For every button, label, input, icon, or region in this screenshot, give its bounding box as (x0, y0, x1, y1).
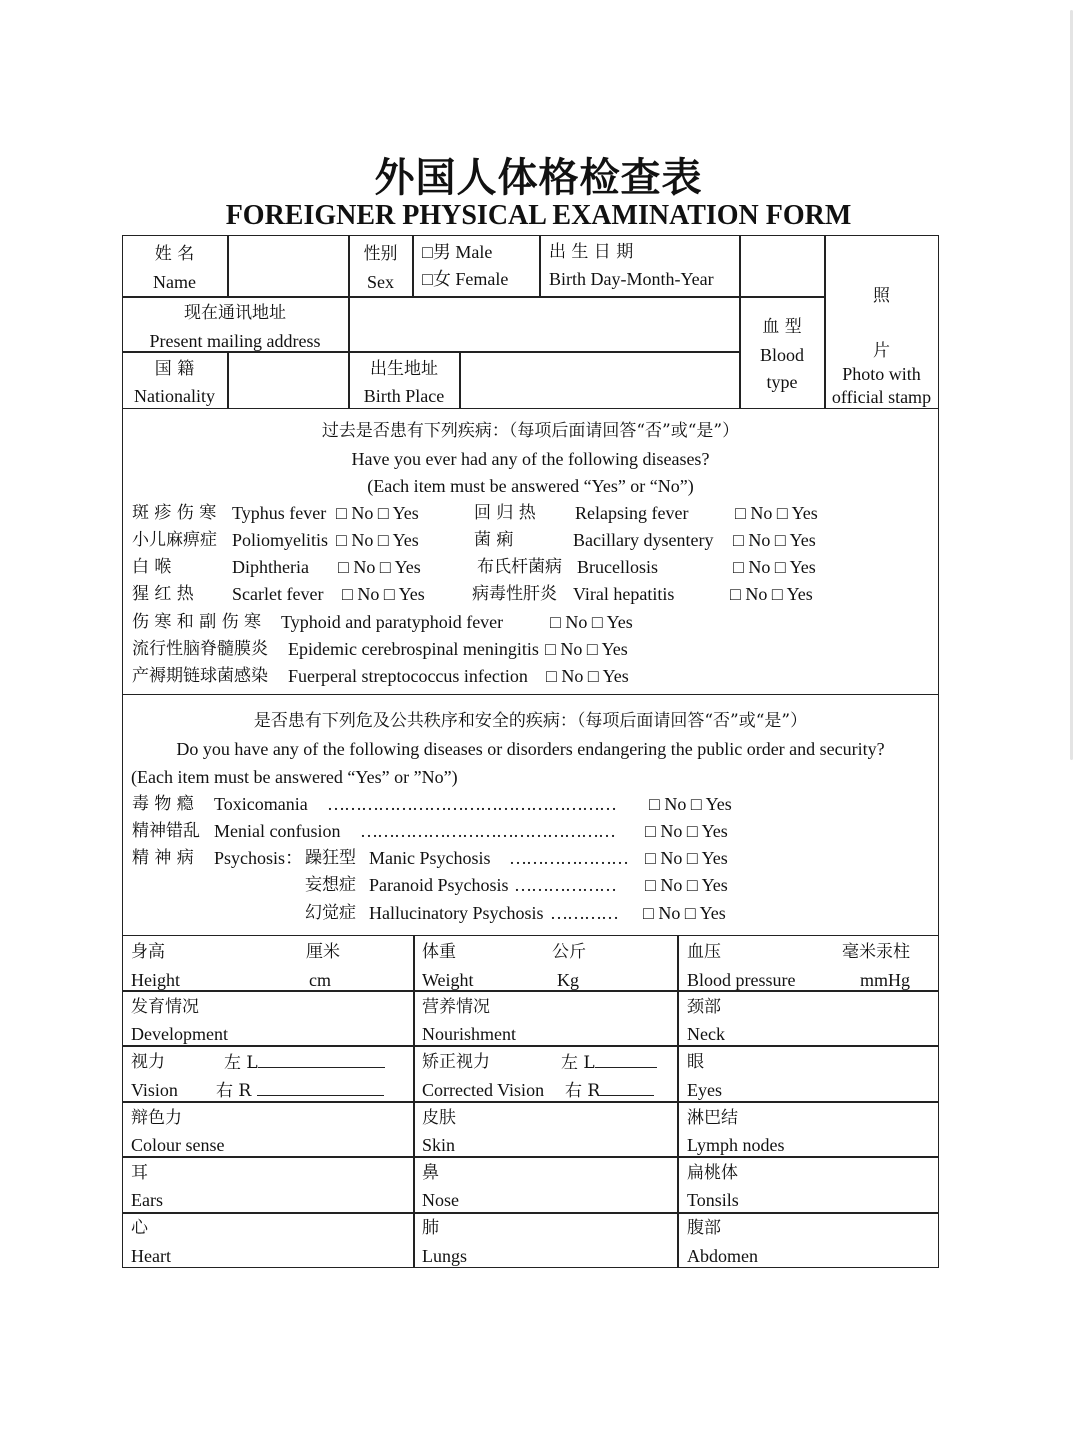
exam-label-cn: 发育情况 (131, 997, 199, 1017)
disease-name-cn: 布氏杆菌病 (477, 557, 562, 577)
exam-label-cn: 腹部 (687, 1218, 721, 1238)
exam-label: Tonsils (687, 1190, 739, 1210)
disease-name: Typhus fever (232, 503, 327, 523)
disorder-type: Hallucinatory Psychosis (369, 903, 544, 923)
nationality-label-cn: 国 籍 (154, 359, 195, 379)
photo-label-1: Photo with (842, 364, 921, 384)
exam-label: Colour sense (131, 1135, 225, 1155)
photo-label-cn-1: 照 (873, 286, 890, 306)
exam-label: Development (131, 1024, 228, 1044)
yes-no-checkboxes[interactable]: □ No □ Yes (336, 530, 419, 550)
yes-no-checkboxes[interactable]: □ No □ Yes (336, 503, 419, 523)
yes-no-checkboxes[interactable]: □ No □ Yes (649, 794, 732, 814)
exam-label-cn: 视力 (131, 1052, 165, 1072)
disease-name-cn: 斑 疹 伤 寒 (132, 503, 217, 523)
exam-label: Lungs (422, 1246, 467, 1266)
female-checkbox[interactable]: □女 Female (422, 269, 509, 289)
exam-label-cn: 皮肤 (422, 1108, 456, 1128)
disease-name-cn: 猩 红 热 (132, 584, 194, 604)
birth-date-field[interactable] (744, 240, 820, 292)
birth-date-label-cn: 出 生 日 期 (549, 242, 634, 262)
vision-left-field[interactable]: 左 L (224, 1051, 385, 1074)
exam-label: Abdomen (687, 1246, 758, 1266)
yes-no-checkboxes[interactable]: □ No □ Yes (733, 557, 816, 577)
disorder-type-cn: 躁狂型 (305, 848, 356, 868)
exam-label-cn: 扁桃体 (687, 1163, 738, 1183)
exam-label: Nose (422, 1190, 459, 1210)
disease-name: Typhoid and paratyphoid fever (281, 612, 504, 632)
public-order-heading: Do you have any of the following diseases or disorders endangering the public order and security? (176, 739, 885, 759)
yes-no-checkboxes[interactable]: □ No □ Yes (645, 821, 728, 841)
birth-place-label: Birth Place (363, 386, 445, 406)
unit-label-cn: 厘米 (306, 942, 340, 962)
disease-name: Bacillary dysentery (573, 530, 714, 550)
disorder-name-cn: 精神错乱 (132, 821, 200, 841)
disorder-type-cn: 妄想症 (305, 875, 356, 895)
sex-label-cn: 性别 (363, 244, 398, 264)
disease-name: Diphtheria (232, 557, 309, 577)
disease-name: Poliomyelitis (232, 530, 329, 550)
yes-no-checkboxes[interactable]: □ No □ Yes (342, 584, 425, 604)
exam-label-cn: 身高 (131, 942, 165, 962)
unit-label: cm (309, 970, 331, 990)
exam-label-cn: 眼 (687, 1052, 704, 1072)
address-label-cn: 现在通讯地址 (184, 303, 286, 323)
public-order-heading-cn: 是否患有下列危及公共秩序和安全的疾病：（每项后面请回答“否”或“是”） (253, 711, 808, 731)
exam-label-cn: 辩色力 (131, 1108, 182, 1128)
exam-label: Height (131, 970, 180, 990)
exam-label: Neck (687, 1024, 725, 1044)
yes-no-checkboxes[interactable]: □ No □ Yes (338, 557, 421, 577)
exam-label-cn: 淋巴结 (687, 1108, 738, 1128)
exam-label: Blood pressure (687, 970, 796, 990)
yes-no-checkboxes[interactable]: □ No □ Yes (550, 612, 633, 632)
form-title-chinese: 外国人体格检查表 (374, 154, 703, 201)
disease-name-cn: 病毒性肝炎 (472, 584, 557, 604)
exam-label-cn: 矫正视力 (422, 1052, 490, 1072)
public-order-instruction: (Each item must be answered “Yes” or ”No”) (131, 767, 458, 787)
past-diseases-heading-cn: 过去是否患有下列疾病：（每项后面请回答“否”或“是”） (321, 421, 740, 441)
dot-leader: ……………… (514, 875, 616, 895)
disorder-name: Psychosis： (214, 848, 304, 868)
disease-name-cn: 流行性脑脊髓膜炎 (132, 639, 268, 659)
dot-leader: …………………………………………… (327, 794, 616, 814)
disorder-name: Menial confusion (214, 821, 341, 841)
disease-name-cn: 产褥期链球菌感染 (132, 666, 268, 686)
unit-label-cn: 毫米汞柱 (842, 942, 910, 962)
exam-label: Weight (422, 970, 474, 990)
form-title-english: FOREIGNER PHYSICAL EXAMINATION FORM (225, 200, 852, 231)
disorder-type-cn: 幻觉症 (305, 903, 356, 923)
exam-label-cn: 耳 (131, 1163, 148, 1183)
blood-type-label-cn: 血 型 (762, 317, 802, 337)
disease-name: Brucellosis (577, 557, 658, 577)
address-field[interactable] (354, 300, 734, 348)
yes-no-checkboxes[interactable]: □ No □ Yes (546, 666, 629, 686)
scrollbar[interactable] (1070, 10, 1073, 760)
yes-no-checkboxes[interactable]: □ No □ Yes (733, 530, 816, 550)
exam-label-cn: 肺 (422, 1218, 439, 1238)
exam-label: Ears (131, 1190, 163, 1210)
yes-no-checkboxes[interactable]: □ No □ Yes (730, 584, 813, 604)
nationality-label: Nationality (134, 386, 215, 406)
disease-name: Relapsing fever (575, 503, 689, 523)
past-diseases-heading: Have you ever had any of the following diseases? (351, 449, 710, 469)
exam-label-cn: 心 (131, 1218, 148, 1238)
corrected-vision-right-field[interactable]: 右 R (565, 1079, 654, 1102)
nationality-field[interactable] (232, 355, 344, 405)
exam-label: Nourishment (422, 1024, 516, 1044)
yes-no-checkboxes[interactable]: □ No □ Yes (645, 875, 728, 895)
disorder-type: Manic Psychosis (369, 848, 491, 868)
exam-label: Corrected Vision (422, 1080, 545, 1100)
unit-label: mmHg (860, 970, 911, 990)
disease-name-cn: 白 喉 (132, 557, 172, 577)
exam-label-cn: 颈部 (687, 997, 721, 1017)
male-checkbox[interactable]: □男 Male (422, 242, 493, 262)
exam-label-cn: 营养情况 (422, 997, 490, 1017)
disease-name: Fuerperal streptococcus infection (288, 666, 528, 686)
disorder-type: Paranoid Psychosis (369, 875, 509, 895)
disorder-name: Toxicomania (214, 794, 308, 814)
exam-label-cn: 体重 (422, 942, 456, 962)
exam-label: Eyes (687, 1080, 722, 1100)
exam-label-cn: 血压 (687, 942, 721, 962)
dot-leader: ………… (550, 903, 618, 923)
birth-date-label: Birth Day-Month-Year (549, 269, 714, 289)
exam-label-cn: 鼻 (422, 1163, 439, 1183)
dot-leader: ……………………………………… (360, 821, 615, 841)
dot-leader: ………………… (509, 848, 628, 868)
name-label-cn: 姓 名 (154, 244, 195, 264)
yes-no-checkboxes[interactable]: □ No □ Yes (735, 503, 818, 523)
name-label: Name (153, 272, 196, 292)
blood-type-label-1: Blood (759, 345, 804, 365)
name-field[interactable] (232, 240, 344, 292)
disease-name-cn: 菌 痢 (474, 530, 514, 550)
disease-name: Viral hepatitis (573, 584, 675, 604)
unit-label: Kg (557, 970, 579, 990)
disorder-name-cn: 精 神 病 (132, 848, 194, 868)
yes-no-checkboxes[interactable]: □ No □ Yes (645, 848, 728, 868)
birth-place-field[interactable] (464, 355, 734, 405)
vision-right-field[interactable]: 右 R (216, 1079, 384, 1102)
exam-label: Vision (131, 1080, 178, 1100)
photo-label-cn-2: 片 (873, 341, 890, 361)
yes-no-checkboxes[interactable]: □ No □ Yes (643, 903, 726, 923)
corrected-vision-left-field[interactable]: 左 L (561, 1051, 657, 1074)
photo-label-2: official stamp (831, 387, 932, 407)
sex-label: Sex (367, 272, 394, 292)
disease-name: Epidemic cerebrospinal meningitis (288, 639, 539, 659)
address-label: Present mailing address (149, 331, 321, 351)
disease-name-cn: 回 归 热 (474, 503, 536, 523)
past-diseases-instruction: (Each item must be answered “Yes” or “No”) (367, 476, 694, 496)
yes-no-checkboxes[interactable]: □ No □ Yes (545, 639, 628, 659)
exam-label: Skin (422, 1135, 456, 1155)
disorder-name-cn: 毒 物 瘾 (132, 794, 194, 814)
unit-label-cn: 公斤 (552, 942, 586, 962)
exam-label: Lymph nodes (687, 1135, 785, 1155)
birth-place-label-cn: 出生地址 (370, 359, 438, 379)
disease-name-cn: 小儿麻痹症 (132, 530, 217, 550)
exam-label: Heart (131, 1246, 171, 1266)
disease-name-cn: 伤 寒 和 副 伤 寒 (132, 612, 262, 632)
blood-type-label-2: type (766, 372, 798, 392)
disease-name: Scarlet fever (232, 584, 324, 604)
